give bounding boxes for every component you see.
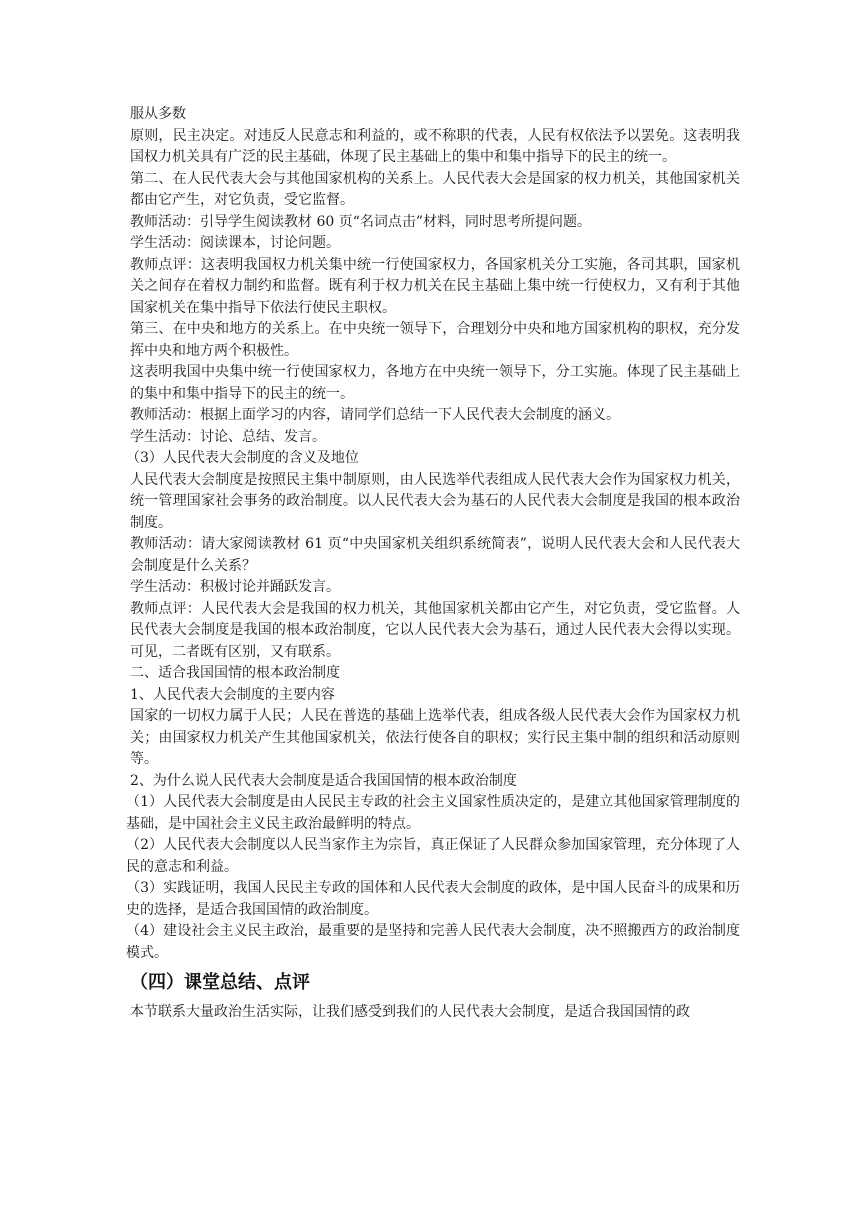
subsection-title: 2、为什么说人民代表大会制度是适合我国国情的根本政治制度	[130, 772, 517, 789]
paragraph: 这表明我国中央集中统一行使国家权力，各地方在中央统一领导下，分工实施。体现了民主基础上的集中和集中指导下的民主的统一。	[130, 364, 740, 402]
list-item: （1）人民代表大会制度是由人民民主专政的社会主义国家性质决定的，是建立其他国家管理制度的基础，是中国社会主义民主政治最鲜明的特点。	[126, 794, 740, 832]
section-heading: （四）课堂总结、点评	[130, 972, 310, 993]
paragraph: 本节联系大量政治生活实际，让我们感受到我们的人民代表大会制度，是适合我国国情的政	[130, 1004, 690, 1020]
paragraph: 服从多数	[130, 106, 186, 122]
paragraph: 第三、在中央和地方的关系上。在中央统一领导下，合理划分中央和地方国家机构的职权，充分发挥中央和地方两个积极性。	[130, 321, 740, 359]
section-title: 二、适合我国国情的根本政治制度	[130, 665, 340, 681]
subsection-title: （3）人民代表大会制度的含义及地位	[126, 450, 359, 466]
paragraph: 教师活动：请大家阅读教材 61 页“中央国家机关组织系统简表”，说明人民代表大会和人民代表大会制度是什么关系？	[130, 536, 740, 574]
paragraph: 教师活动：根据上面学习的内容，请同学们总结一下人民代表大会制度的涵义。	[130, 407, 620, 423]
paragraph: 学生活动：讨论、总结、发言。	[130, 428, 326, 445]
paragraph: 国家的一切权力属于人民；人民在普选的基础上选举代表，组成各级人民代表大会作为国家权力机关；由国家权力机关产生其他国家机关，依法行使各自的职权；实行民主集中制的组织和活动原则等。	[130, 708, 740, 767]
subsection-title: 1、人民代表大会制度的主要内容	[130, 686, 335, 703]
paragraph: 学生活动：阅读课本，讨论问题。	[130, 235, 340, 251]
document-page	[126, 104, 740, 1024]
paragraph: 第二、在人民代表大会与其他国家机构的关系上。人民代表大会是国家的权力机关，其他国家机关都由它产生，对它负责，受它监督。	[130, 170, 740, 208]
paragraph: 原则，民主决定。对违反人民意志和利益的，或不称职的代表，人民有权依法予以罢免。这表明我国权力机关具有广泛的民主基础，体现了民主基础上的集中和集中指导下的民主的统一。	[130, 127, 740, 165]
paragraph: 教师点评：人民代表大会是我国的权力机关，其他国家机关都由它产生，对它负责，受它监督。人民代表大会制度是我国的根本政治制度，它以人民代表大会为基石，通过人民代表大会得以实现。可见，二者既有区别，又有联系。	[130, 600, 740, 660]
paragraph: 学生活动：积极讨论并踊跃发言。	[130, 579, 340, 595]
paragraph: 人民代表大会制度是按照民主集中制原则，由人民选举代表组成人民代表大会作为国家权力机关，统一管理国家社会事务的政治制度。以人民代表大会为基石的人民代表大会制度是我国的根本政治制度。	[130, 471, 740, 531]
paragraph: 教师活动：引导学生阅读教材 60 页“名词点击”材料，同时思考所提问题。	[130, 213, 592, 230]
list-item: （4）建设社会主义民主政治，最重要的是坚持和完善人民代表大会制度，决不照搬西方的政治制度模式。	[126, 923, 740, 961]
paragraph: 教师点评：这表明我国权力机关集中统一行使国家权力，各国家机关分工实施，各司其职，国家机关之间存在着权力制约和监督。既有利于权力机关在民主基础上集中统一行使权力，又有利于其他国家机关在集中指导下依法行使民主职权。	[130, 256, 740, 316]
list-item: （3）实践证明，我国人民民主专政的国体和人民代表大会制度的政体，是中国人民奋斗的成果和历史的选择，是适合我国国情的政治制度。	[126, 880, 740, 918]
list-item: （2）人民代表大会制度以人民当家作主为宗旨，真正保证了人民群众参加国家管理，充分体现了人民的意志和利益。	[126, 837, 740, 875]
